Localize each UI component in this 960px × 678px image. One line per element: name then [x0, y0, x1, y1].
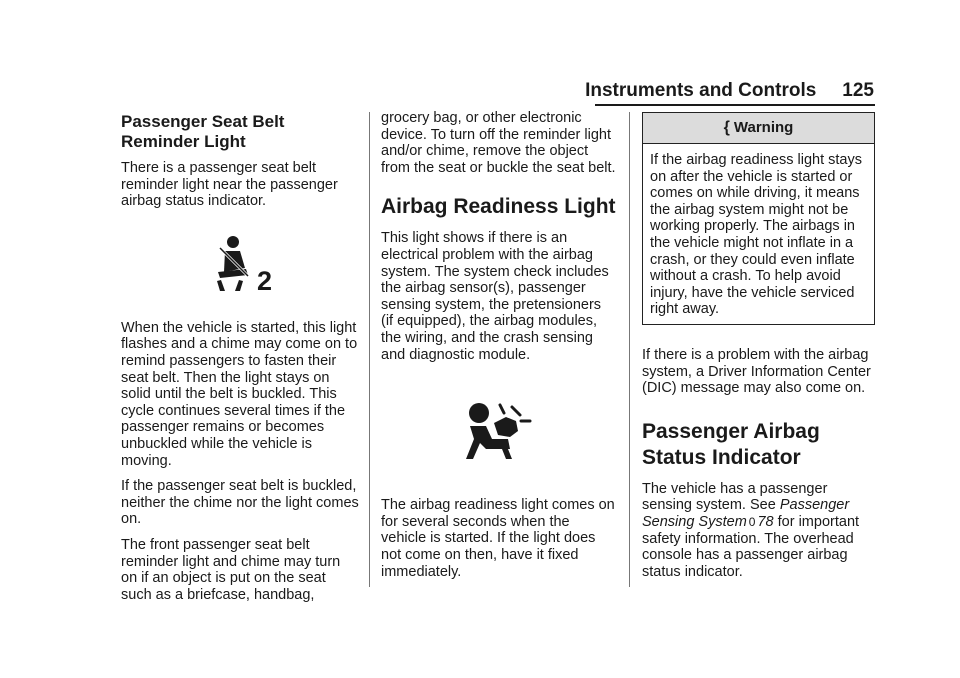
seatbelt-reminder-icon	[204, 234, 276, 292]
section-heading-seat-belt-reminder: Passenger Seat Belt Reminder Light	[121, 112, 285, 151]
column-3	[642, 110, 875, 589]
column-1	[121, 110, 359, 612]
page-header	[585, 80, 874, 102]
warning-title: Warning	[733, 119, 794, 136]
page-reference-icon: 0	[748, 514, 756, 529]
header-rule	[595, 104, 875, 106]
section-title: Instruments and Controls	[585, 80, 817, 101]
warning-header	[643, 113, 874, 144]
warning-box	[642, 112, 875, 325]
paragraph: If there is a problem with the airbag system, a Driver Information Center (DIC) message may also come on.	[642, 346, 871, 397]
page-number: 125	[842, 80, 874, 101]
section-heading-passenger-airbag-status: Passenger Airbag Status Indicator	[642, 419, 820, 469]
paragraph: There is a passenger seat belt reminder light near the passenger airbag status indicator.	[121, 160, 338, 210]
section-heading-airbag-readiness: Airbag Readiness Light	[381, 195, 616, 219]
column-divider	[369, 112, 370, 587]
paragraph-text: The vehicle has a passenger sensing system. See	[642, 480, 828, 514]
column-divider	[629, 112, 630, 587]
paragraph: grocery bag, or other electronic device. To turn off the reminder light and/or chime, remove the object from the seat or buckle the seat belt.	[381, 110, 616, 176]
warning-text: If the airbag readiness light stays on after the vehicle is started or comes on while driving, it means the airbag system might not be working properly. The airbags in the vehicle might not inflate in a crash, or they could even inflate without a crash. To help avoid injury, have the vehicle serviced right away.	[650, 152, 862, 318]
airbag-readiness-icon	[466, 401, 532, 459]
paragraph: This light shows if there is an electrical problem with the airbag system. The system check includes the airbag sensor(s), passenger sensing system, the pretensioners (if equipped), the airbag modules, the wiring, and the crash sensing and diagnostic module.	[381, 230, 609, 363]
paragraph: When the vehicle is started, this light flashes and a chime may come on to remind passengers to fasten their seat belt. Then the light stays on solid until the belt is buckled. This cycle continues several times if the passenger remains or becomes unbuckled while the vehicle is moving.	[121, 319, 358, 469]
paragraph: If the passenger seat belt is buckled, neither the chime nor the light comes on.	[121, 478, 359, 528]
paragraph: The airbag readiness light comes on for several seconds when the vehicle is started. If the light does not come on then, have it fixed immediately.	[381, 497, 615, 580]
paragraph: The front passenger seat belt reminder light and chime may turn on if an object is put on the seat such as a briefcase, handbag,	[121, 536, 341, 603]
seatbelt-icon-label: 2	[257, 265, 273, 292]
cross-reference-link[interactable]: Passenger Sensing System	[642, 497, 850, 530]
cross-reference-page[interactable]: 78	[757, 513, 774, 530]
warning-icon: {	[723, 119, 730, 136]
paragraph-text: for important safety information. The overhead console has a passenger airbag status indicator.	[642, 513, 860, 580]
column-2	[381, 110, 617, 589]
paragraph	[642, 481, 875, 581]
